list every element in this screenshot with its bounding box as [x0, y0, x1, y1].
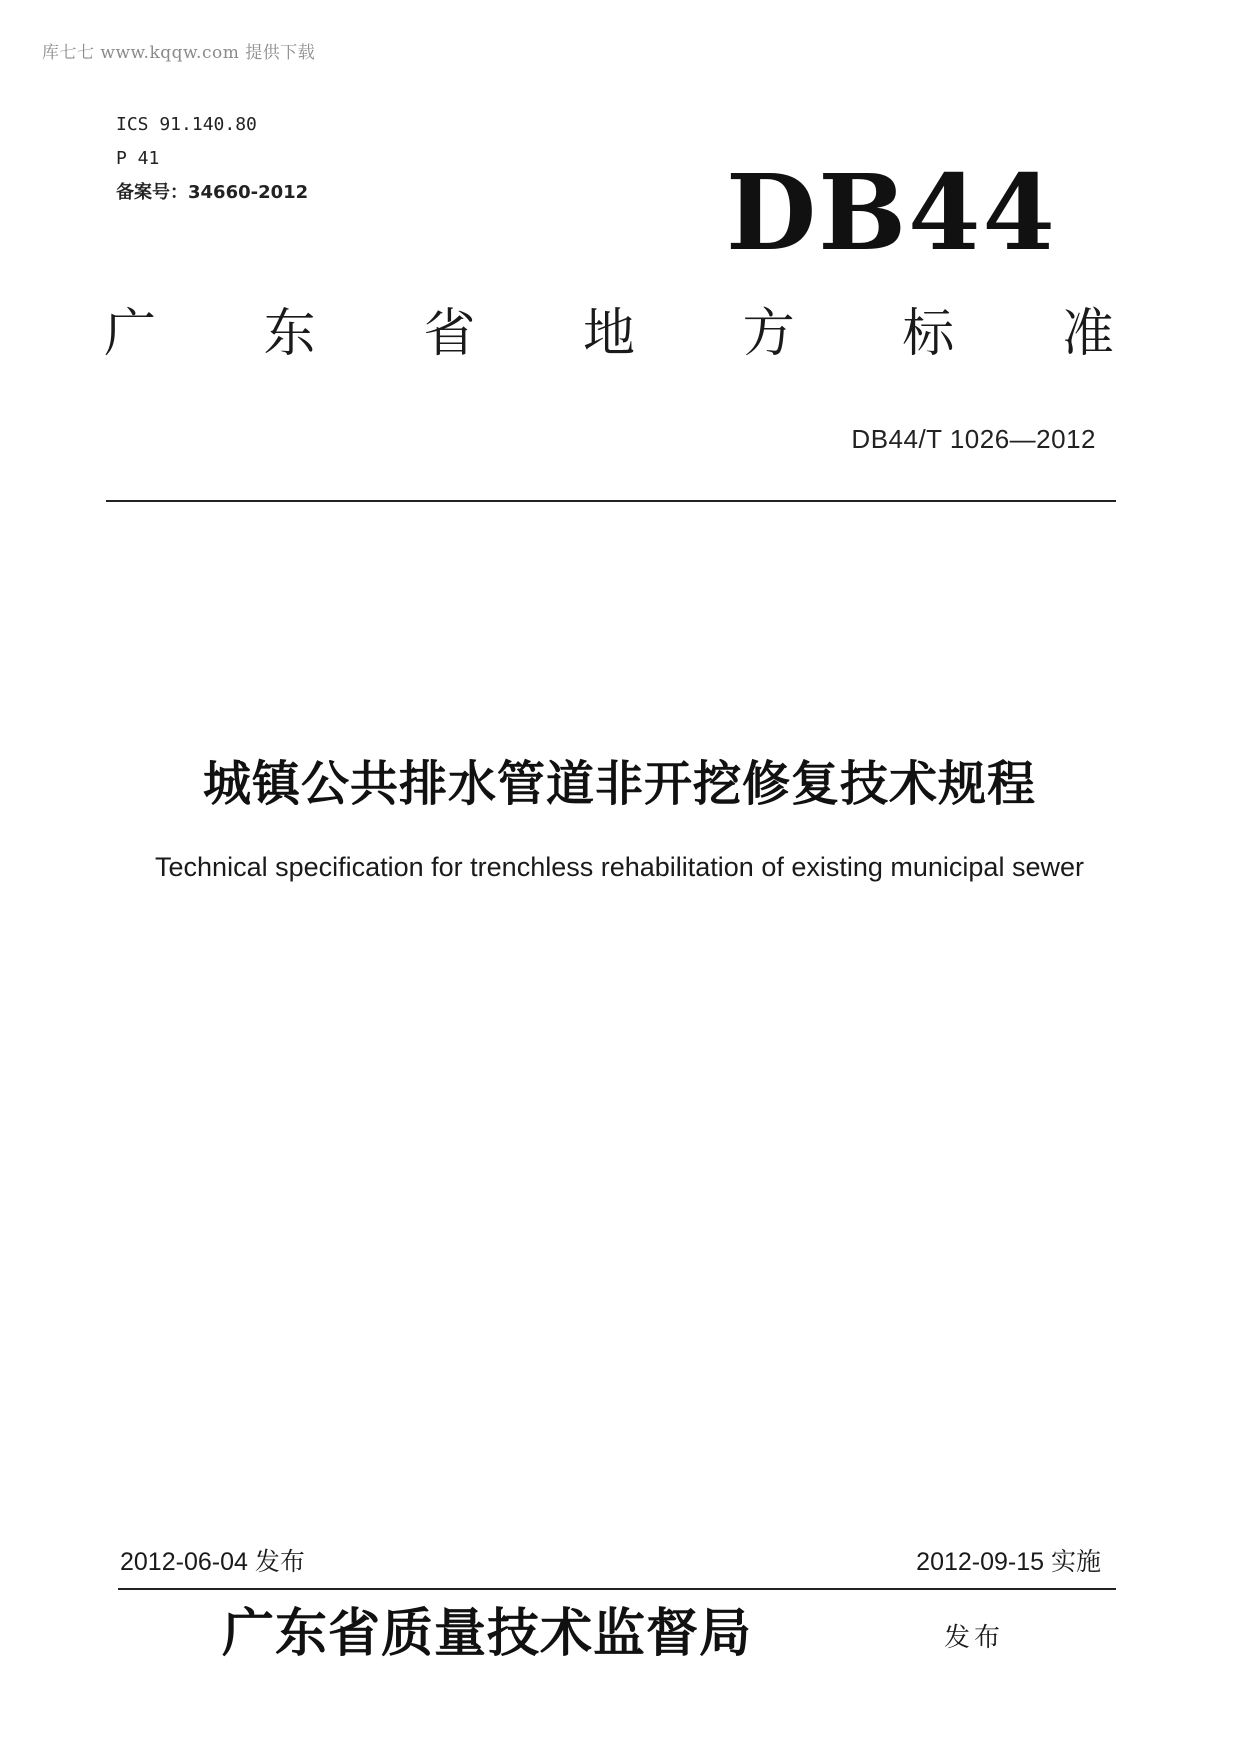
bottom-divider: [118, 1588, 1116, 1590]
issue-date: 2012-06-04 发布: [120, 1548, 305, 1576]
record-number: 备案号：34660-2012: [116, 182, 309, 203]
standard-logo: DB44: [726, 151, 1057, 274]
standard-type-char: 省: [423, 304, 476, 364]
publish-label: 发布: [944, 1623, 1005, 1653]
ics-code: ICS 91.140.80: [116, 114, 257, 135]
standard-type-char: 地: [582, 304, 635, 364]
standard-type-char: 标: [902, 304, 955, 364]
implementation-date: 2012-09-15 实施: [916, 1548, 1101, 1576]
publisher-name: 广东省质量技术监督局: [222, 1603, 753, 1664]
standard-type-heading: [104, 304, 1114, 364]
top-divider: [106, 500, 1116, 502]
standard-type-char: 东: [263, 304, 316, 364]
classification-block: [116, 108, 308, 210]
watermark-text: 库七七 www.kqqw.com 提供下载: [42, 43, 316, 63]
standard-type-char: 广: [104, 304, 157, 364]
category-code: P 41: [116, 148, 160, 169]
standard-type-char: 准: [1061, 304, 1114, 364]
standard-number: DB44/T 1026—2012: [851, 424, 1096, 454]
title-chinese: 城镇公共排水管道非开挖修复技术规程: [202, 756, 1036, 812]
title-english: Technical specification for trenchless rehabilitation of existing municipal sewer: [155, 852, 1084, 882]
standard-type-char: 方: [742, 304, 795, 364]
